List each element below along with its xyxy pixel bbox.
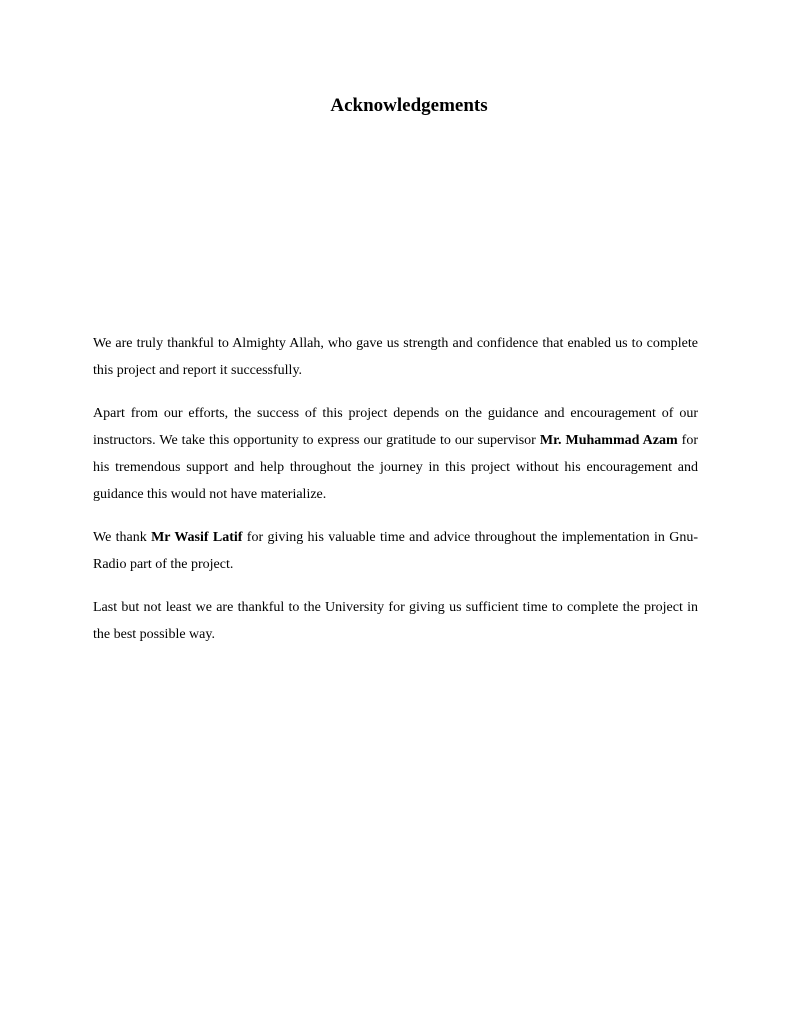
paragraph-supervisor	[93, 400, 698, 508]
document-body	[93, 330, 698, 664]
paragraph-text-after: for giving his valuable time and advice throughout the implementation in Gnu-Radio part of the project.	[93, 530, 698, 572]
paragraph-university	[93, 594, 698, 648]
paragraph-gratitude-allah	[93, 330, 698, 384]
paragraph-text-before: Apart from our efforts, the success of this project depends on the guidance and encouragement of our instructors. We take this opportunity to express our gratitude to our supervisor	[93, 406, 698, 448]
advisor-name: Mr Wasif Latif	[151, 530, 243, 545]
supervisor-name: Mr. Muhammad Azam	[539, 433, 678, 448]
paragraph-text: We are truly thankful to Almighty Allah, who gave us strength and confidence that enabled us to complete this project and report it successfully.	[93, 336, 698, 378]
page-title: Acknowledgements	[330, 95, 488, 116]
paragraph-text-before: We thank	[93, 530, 152, 545]
paragraph-text-after: for his tremendous support and help throughout the journey in this project without his encouragement and guidance this would not have materialize.	[93, 433, 698, 502]
paragraph-text: Last but not least we are thankful to the University for giving us sufficient time to complete the project in the best possible way.	[93, 600, 698, 642]
paragraph-advisor	[93, 524, 698, 578]
